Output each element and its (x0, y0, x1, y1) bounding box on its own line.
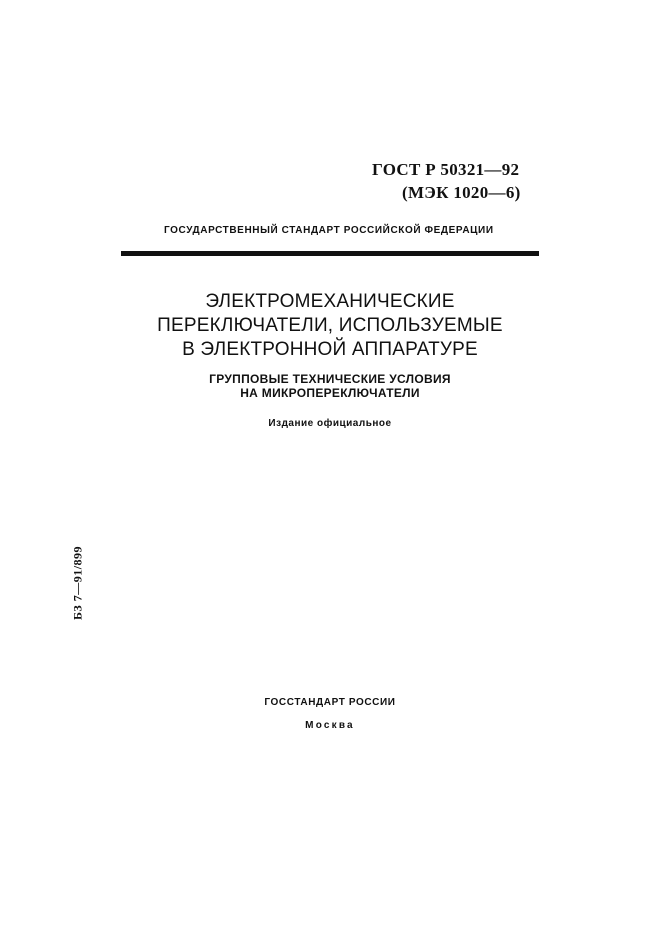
subtitle-line-2: НА МИКРОПЕРЕКЛЮЧАТЕЛИ (240, 386, 420, 400)
gost-number: ГОСТ Р 50321—92 (372, 160, 520, 179)
publisher: ГОССТАНДАРТ РОССИИ (264, 697, 396, 708)
title-line-1: ЭЛЕКТРОМЕХАНИЧЕСКИЕ (205, 291, 455, 312)
title-line-3: В ЭЛЕКТРОННОЙ АППАРАТУРЕ (182, 339, 478, 360)
edition-note: Издание официальное (268, 418, 392, 429)
document-title (120, 290, 540, 362)
publication-city: Москва (305, 720, 355, 731)
subtitle-line-1: ГРУППОВЫЕ ТЕХНИЧЕСКИЕ УСЛОВИЯ (209, 372, 451, 386)
title-line-2: ПЕРЕКЛЮЧАТЕЛИ, ИСПОЛЬЗУЕМЫЕ (157, 315, 503, 336)
document-subtitle (120, 372, 540, 400)
iec-number: (МЭК 1020—6) (402, 183, 521, 202)
side-code: БЗ 7—91/899 (70, 545, 85, 621)
state-standard-heading: ГОСУДАРСТВЕННЫЙ СТАНДАРТ РОССИЙСКОЙ ФЕДЕРАЦИИ (164, 225, 494, 236)
horizontal-rule (121, 251, 539, 256)
